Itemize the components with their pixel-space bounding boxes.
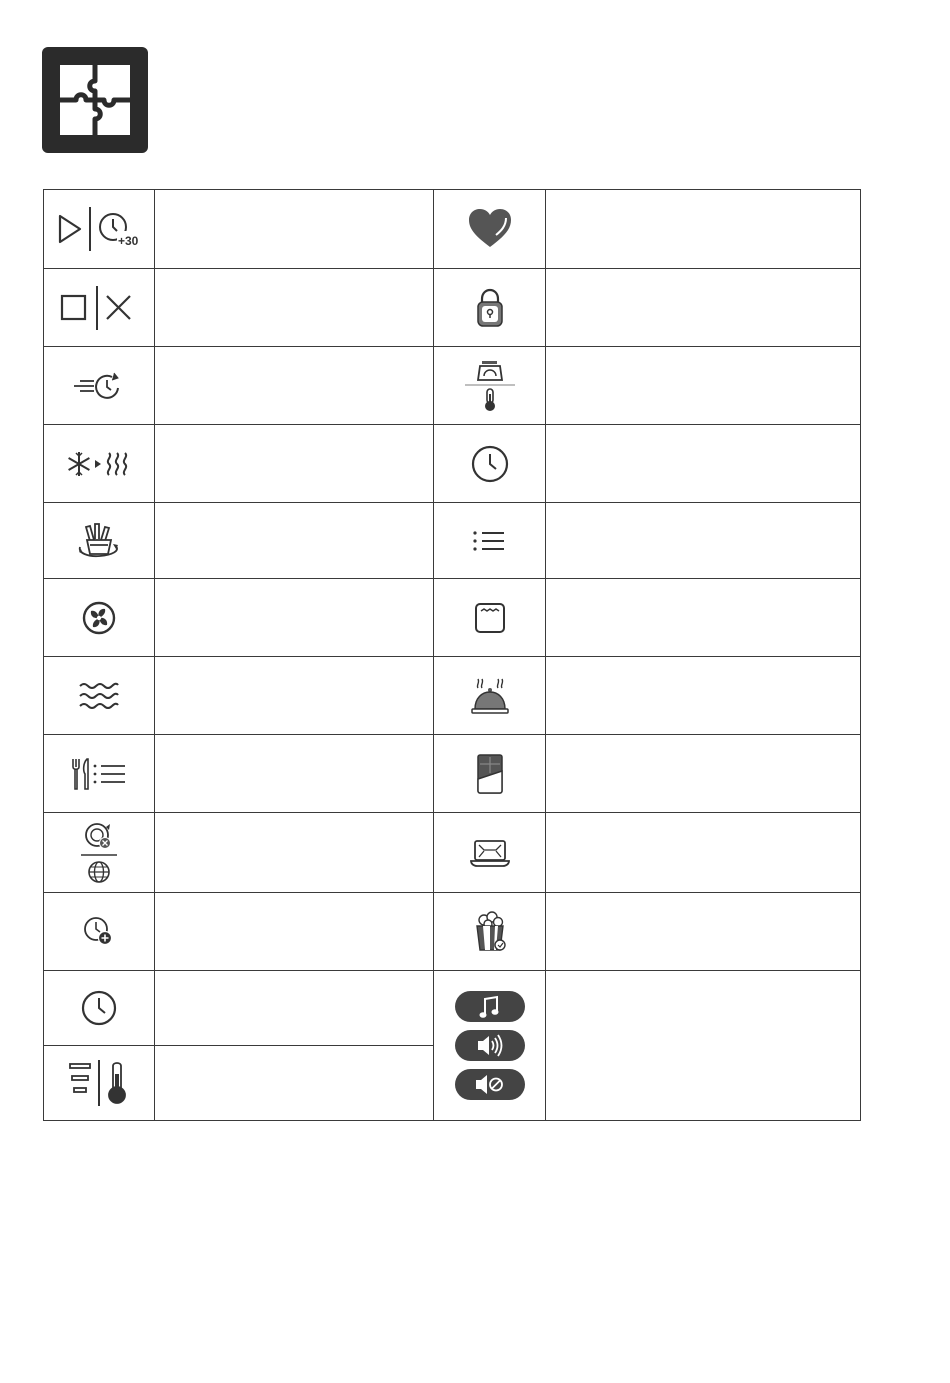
description-oven (546, 579, 861, 657)
description-stop-cancel (155, 269, 434, 347)
steam-waves-icon (78, 680, 120, 712)
description-sound (546, 971, 861, 1121)
description-menu (155, 735, 434, 813)
description-fan (155, 579, 434, 657)
timer-clock-icon (80, 989, 118, 1027)
shelves-thermometer-icon (66, 1058, 132, 1108)
fries-turn-icon (76, 521, 122, 561)
cutlery-list-icon (70, 757, 128, 791)
heart-icon (467, 208, 513, 250)
cloche-icon (470, 676, 510, 716)
oven-icon (473, 601, 507, 635)
description-lock (546, 269, 861, 347)
description-delay-start (155, 893, 434, 971)
list-icon (472, 529, 508, 553)
padlock-icon (475, 288, 505, 328)
popcorn-icon (472, 911, 508, 953)
description-level-temperature (155, 1046, 434, 1121)
description-list (546, 503, 861, 579)
clock-icon (471, 445, 509, 483)
description-favorite (546, 190, 861, 269)
description-timer (155, 971, 434, 1046)
description-start-extend (155, 190, 434, 269)
description-fries (155, 503, 434, 579)
svg-text:+30: +30 (118, 234, 139, 248)
description-baking (546, 813, 861, 893)
description-popcorn (546, 893, 861, 971)
play-clock-plus30-icon (54, 204, 144, 254)
icon-legend-table (43, 189, 861, 1121)
description-clock (546, 425, 861, 503)
fan-icon (82, 601, 116, 635)
description-auto-cycle (155, 813, 434, 893)
fast-preheat-clock-icon (72, 371, 126, 401)
description-weight-temperature (546, 347, 861, 425)
clock-plus-icon (82, 915, 116, 949)
baking-tray-icon (469, 837, 511, 869)
description-defrost (155, 425, 434, 503)
description-fast-preheat (155, 347, 434, 425)
puzzle-logo-icon (42, 47, 148, 153)
chocolate-bar-icon (475, 753, 505, 795)
description-chocolate (546, 735, 861, 813)
description-steam (155, 657, 434, 735)
sound-settings-icon (454, 990, 526, 1102)
scale-thermometer-icon (463, 356, 517, 416)
cycle-globe-icon (79, 820, 119, 886)
snowflake-heat-icon (67, 449, 131, 479)
stop-cancel-icon (59, 284, 139, 332)
description-keep-warm (546, 657, 861, 735)
